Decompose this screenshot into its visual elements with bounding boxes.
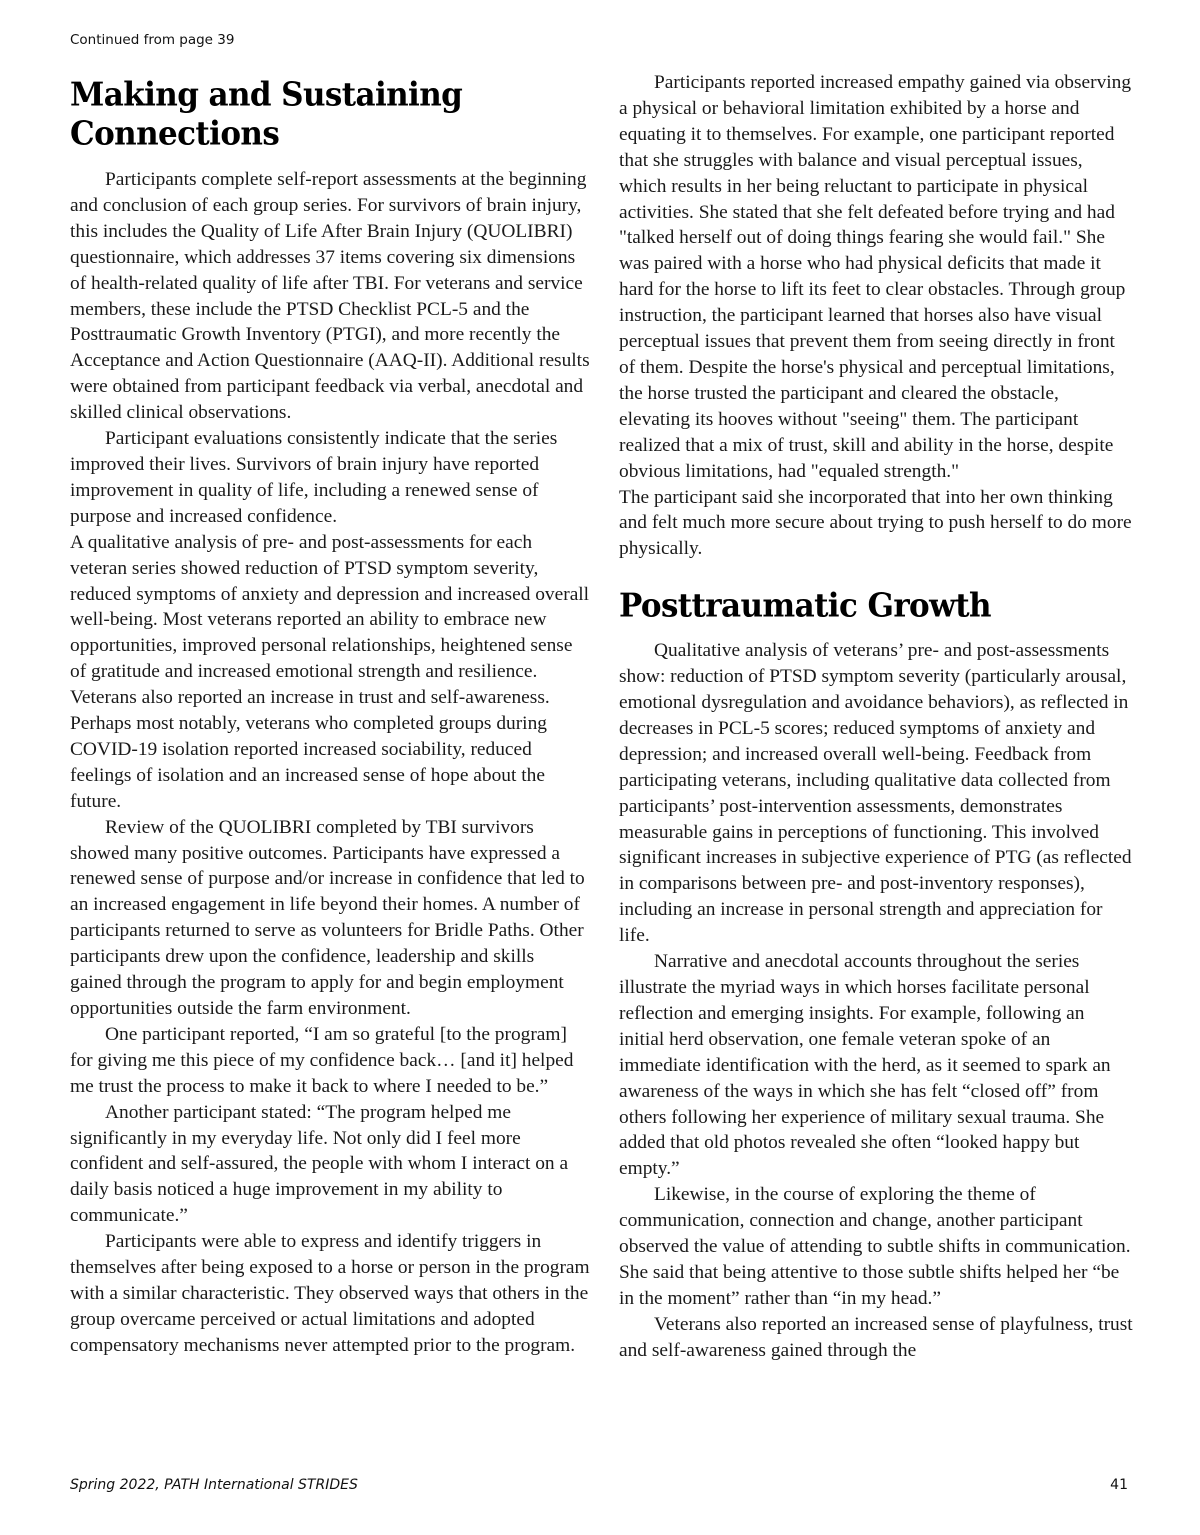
body-paragraph: Participants complete self-report assessments at the beginning and conclusion of each group series. For survivors of brain injury, this includes the Quality of Life After Brain Injury (QUOLIBRI) questionnaire, which addresses 37 items covering six dimensions of health-related quality of life after TBI. For veterans and service members, these include the PTSD Checklist PCL-5 and the Posttraumatic Growth Inventory (PTGI), and more recently the Acceptance and Action Questionnaire (AAQ-II). Additional results were obtained from participant feedback via verbal, anecdotal and skilled clinical observations. bbox=[70, 169, 590, 424]
section-heading-posttraumatic-growth: Posttraumatic Growth bbox=[619, 587, 991, 626]
footer-publication: Spring 2022, PATH International STRIDES bbox=[70, 1477, 358, 1493]
body-paragraph: Likewise, in the course of exploring the theme of communication, connection and change, another participant observed the value of attending to subtle shifts in communication. She said that being attentive to those subtle shifts helped her “be in the moment” rather than “in my head.” bbox=[619, 1184, 1131, 1309]
body-paragraph: Veterans also reported an increased sense of playfulness, trust and self-awareness gained through the bbox=[619, 1313, 1133, 1361]
participant-quote-paragraph: One participant reported, “I am so grateful [to the program] for giving me this piece of my confidence back… [and it] helped me trust the process to make it back to where I needed to be.” bbox=[70, 1023, 574, 1097]
right-column bbox=[619, 70, 1134, 1364]
body-paragraph: Narrative and anecdotal accounts throughout the series illustrate the myriad ways in which horses facilitate personal reflection and emerging insights. For example, following an initial herd observation, one female veteran spoke of an immediate identification with the herd, as it seemed to spark an awareness of the ways in which she has felt “closed off” from others following her experience of military sexual trauma. She added that old photos revealed she often “looked happy but empty.” bbox=[619, 951, 1111, 1180]
body-paragraph: The participant said she incorporated that into her own thinking and felt much more secure about trying to push herself to do more physically. bbox=[619, 486, 1132, 560]
section-heading-connections: Making and Sustaining Connections bbox=[70, 76, 463, 153]
footer-page-number: 41 bbox=[1110, 1477, 1128, 1493]
body-paragraph: Participant evaluations consistently indicate that the series improved their lives. Survivors of brain injury have reported improvement in quality of life, including a renewed sense of purpose and increased confidence. bbox=[70, 428, 558, 527]
body-paragraph: Review of the QUOLIBRI completed by TBI survivors showed many positive outcomes. Participants have expressed a renewed sense of purpose and/or increase in confidence that led to an increased engagement in life beyond their homes. A number of participants returned to serve as volunteers for Bridle Paths. Other participants drew upon the confidence, leadership and skills gained through the program to apply for and begin employment opportunities outside the farm environment. bbox=[70, 816, 585, 1019]
left-column bbox=[70, 70, 590, 1359]
continued-from-note: Continued from page 39 bbox=[70, 32, 235, 48]
body-paragraph: A qualitative analysis of pre- and post-assessments for each veteran series showed reduction of PTSD symptom severity, reduced symptoms of anxiety and depression and increased overall well-being. Most veterans reported an ability to embrace new opportunities, improved personal relationships, heightened sense of gratitude and increased emotional strength and resilience. Veterans also reported an increase in trust and self-awareness. Perhaps most notably, veterans who completed groups during COVID-19 isolation reported increased sociability, reduced feelings of isolation and an increased sense of hope about the future. bbox=[70, 531, 590, 812]
participant-quote-paragraph: Another participant stated: “The program helped me significantly in my everyday life. Not only did I feel more confident and self-assured, the people with whom I interact on a daily basis noticed a huge improvement in my ability to communicate.” bbox=[70, 1101, 569, 1227]
body-paragraph: Qualitative analysis of veterans’ pre- and post-assessments show: reduction of PTSD symptom severity (particularly arousal, emotional dysregulation and avoidance behaviors), as reflected in decreases in PCL-5 scores; reduced symptoms of anxiety and depression; and increased overall well-being. Feedback from participating veterans, including qualitative data collected from participants’ post-intervention assessments, demonstrates measurable gains in perceptions of functioning. This involved significant increases in subjective experience of PTG (as reflected in comparisons between pre- and post-inventory responses), including an increase in personal strength and appreciation for life. bbox=[619, 640, 1132, 947]
body-paragraph: Participants reported increased empathy gained via observing a physical or behavioral limitation exhibited by a horse and equating it to themselves. For example, one participant reported that she struggles with balance and visual perceptual issues, which results in her being reluctant to participate in physical activities. She stated that she felt defeated before trying and had "talked herself out of doing things fearing she would fail." She was paired with a horse who had physical deficits that made it hard for the horse to lift its feet to clear obstacles. Through group instruction, the participant learned that horses also have visual perceptual issues that prevent them from seeing directly in front of them. Despite the horse's physical and perceptual limitations, the horse trusted the participant and cleared the obstacle, elevating its hooves without "seeing" them. The participant realized that a mix of trust, skill and ability in the horse, despite obvious limitations, had "equaled strength." bbox=[619, 72, 1132, 482]
body-paragraph: Participants were able to express and identify triggers in themselves after being exposed to a horse or person in the program with a similar characteristic. They observed ways that others in the group overcame perceived or actual limitations and adopted compensatory mechanisms never attempted prior to the program. bbox=[70, 1231, 590, 1356]
